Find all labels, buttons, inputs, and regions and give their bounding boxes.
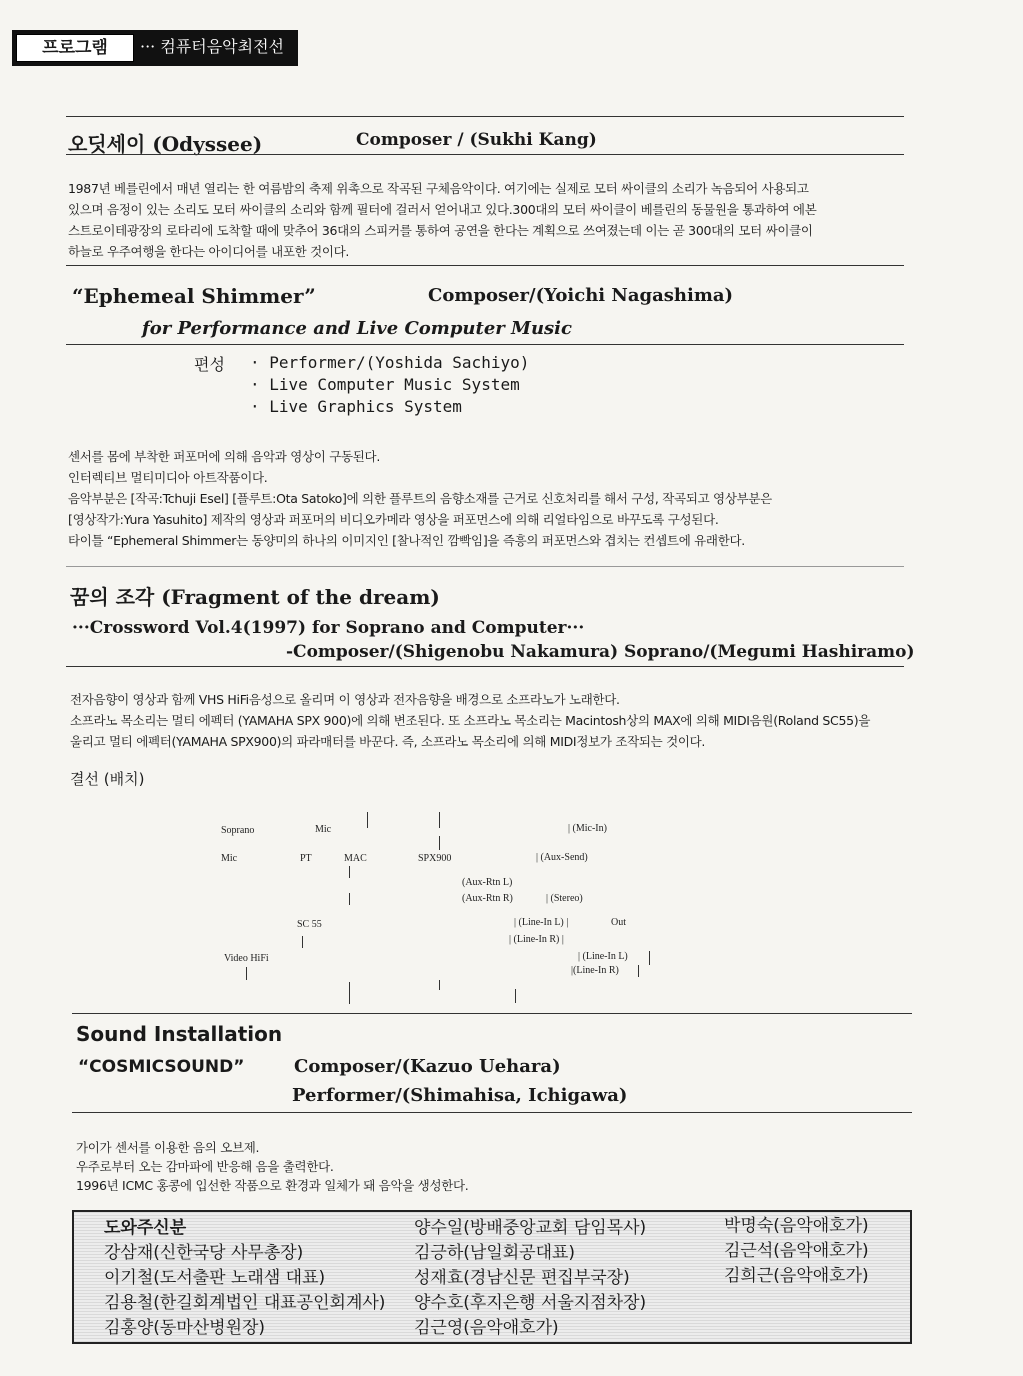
sponsors-column-1: [104, 1216, 385, 1341]
instrument-item: · Live Graphics System: [250, 397, 462, 416]
text-line: 하늘로 우주여행을 한다는 아이디어를 내포한 것이다.: [68, 244, 350, 259]
instrument-item: · Live Computer Music System: [250, 375, 520, 394]
instrument-list: [250, 352, 529, 418]
diagram-label-mac: MAC: [344, 853, 367, 864]
wiring-label: 결선 (배치): [70, 770, 145, 788]
sponsor-item: 김근석(음악애호가): [724, 1241, 869, 1261]
sound-heading: Sound Installation: [76, 1022, 283, 1046]
ephemeal-description: [68, 446, 908, 551]
diagram-label-pt: PT: [300, 853, 312, 864]
header-tag: 프로그램: [16, 34, 134, 62]
connector-line: [439, 980, 440, 990]
sponsor-item: 강삼재(신한국당 사무총장): [104, 1243, 304, 1263]
divider: [66, 154, 904, 155]
divider: [66, 344, 904, 345]
text-line: 전자음향이 영상과 함께 VHS HiFi음성으로 올리며 이 영상과 전자음향을 배경으로 소프라노가 노래한다.: [70, 692, 620, 707]
sponsor-item: 김홍양(동마산병원장): [104, 1318, 266, 1338]
diagram-label-video-hifi: Video HiFi: [224, 953, 269, 964]
divider: [72, 1112, 912, 1113]
sponsor-item: 김근영(음악애호가): [414, 1318, 559, 1338]
diagram-label-aux-rtn-l: (Aux-Rtn L): [462, 877, 513, 888]
connector-line: [246, 967, 247, 980]
instrument-item: · Performer/(Yoshida Sachiyo): [250, 353, 530, 372]
sponsor-item: 성재효(경남신문 편집부국장): [414, 1268, 630, 1288]
text-line: 인터렉티브 멀티미디아 아트작품이다.: [68, 470, 268, 485]
text-line: 센서를 몸에 부착한 퍼포머에 의해 음악과 영상이 구동된다.: [68, 449, 380, 464]
sponsor-item: 김긍하(남일회공대표): [414, 1243, 576, 1263]
diagram-label-out: Out: [611, 917, 626, 928]
sponsors-column-3: [724, 1214, 869, 1289]
sponsors-column-2: [414, 1216, 646, 1341]
diagram-label-soprano: Soprano: [221, 825, 255, 836]
text-line: 1987년 베를린에서 매년 열리는 한 여름밤의 축제 위촉으로 작곡된 구체음악이다. 여기에는 실제로 모터 싸이클의 소리가 녹음되어 사용되고: [68, 181, 809, 196]
diagram-label-line-in-r: | (Line-In R) |: [509, 934, 564, 945]
header-subtitle: ··· 컴퓨터음악최전선: [140, 37, 284, 56]
diagram-label-mic-in: | (Mic-In): [568, 823, 607, 834]
divider: [66, 666, 904, 667]
text-line: 음악부분은 [작곡:Tchuji Esel] [플루트:Ota Satoko]에 의한 플루트의 음향소재를 근거로 신호처리를 해서 구성, 작곡되고 영상부분은: [68, 491, 772, 506]
connector-line: [302, 936, 303, 948]
sponsor-item: 양수일(방배중앙교회 담임목사): [414, 1218, 647, 1238]
diagram-label-sc55: SC 55: [297, 919, 322, 930]
sound-performer: Performer/(Shimahisa, Ichigawa): [292, 1085, 628, 1106]
sponsor-item: 김희근(음악애호가): [724, 1266, 869, 1286]
text-line: 가이가 센서를 이용한 음의 오브제.: [76, 1140, 260, 1155]
ephemeal-composer: Composer/(Yoichi Nagashima): [428, 285, 734, 306]
connector-line: [649, 951, 650, 965]
diagram-label-spx900: SPX900: [418, 853, 452, 864]
sponsors-heading: 도와주신분: [104, 1218, 187, 1238]
fragment-credits: -Composer/(Shigenobu Nakamura) Soprano/(Megumi Hashiramo): [286, 642, 915, 662]
sound-composer: Composer/(Kazuo Uehara): [294, 1056, 561, 1077]
text-line: [영상작가:Yura Yasuhito] 제작의 영상과 퍼포머의 비디오카메라 영상을 퍼포먼스에 의해 리얼타임으로 바꾸도록 구성된다.: [68, 512, 719, 527]
fragment-subtitle: ···Crossword Vol.4(1997) for Soprano and Computer···: [72, 618, 585, 638]
diagram-label-line-in-l2: | (Line-In L): [578, 951, 628, 962]
odyssee-description: [68, 178, 908, 262]
divider: [66, 116, 904, 117]
sponsors-box: [72, 1210, 912, 1344]
text-line: 우주로부터 오는 감마파에 반응해 음을 출력한다.: [76, 1159, 334, 1174]
text-line: 소프라노 목소리는 멀티 에펙터 (YAMAHA SPX 900)에 의해 변조된다. 또 소프라노 목소리는 Macintosh상의 MAX에 의해 MIDI음원(Roland SC55)을: [70, 713, 871, 728]
connector-line: [349, 866, 350, 878]
divider: [66, 566, 904, 567]
connector-line: [439, 836, 440, 850]
text-line: 있으며 음정이 있는 소리도 모터 싸이클의 소리와 함께 필터에 걸러서 얻어내고 있다.300대의 모터 싸이클이 베를린의 동물원을 통과하여 에본: [68, 202, 817, 217]
odyssee-title: 오딧세이 (Odyssee): [68, 132, 263, 156]
divider: [72, 1013, 912, 1014]
pyeonseong-label: 편성: [194, 355, 225, 374]
diagram-label-aux-send: | (Aux-Send): [536, 852, 588, 863]
text-line: 스트로이테광장의 로타리에 도착할 때에 맞추어 36대의 스피커를 통하여 공연을 한다는 계획으로 쓰여졌는데 이는 곧 300대의 모터 싸이클이: [68, 223, 813, 238]
diagram-label-stereo: | (Stereo): [546, 893, 583, 904]
diagram-label-line-in-r2: |(Line-In R): [571, 965, 619, 976]
fragment-title: 꿈의 조각 (Fragment of the dream): [70, 585, 440, 609]
ephemeal-subtitle: for Performance and Live Computer Music: [142, 318, 572, 339]
sponsor-item: 김용철(한길회계법인 대표공인회계사): [104, 1293, 386, 1313]
text-line: 1996년 ICMC 홍콩에 입선한 작품으로 환경과 일체가 돼 음악을 생성한다.: [76, 1178, 469, 1193]
sound-description: [76, 1138, 876, 1195]
connector-line: [439, 812, 440, 828]
fragment-description: [70, 689, 910, 752]
sponsor-item: 박명숙(음악애호가): [724, 1216, 869, 1236]
sound-title: “COSMICSOUND”: [78, 1057, 245, 1077]
odyssee-composer: Composer / (Sukhi Kang): [356, 130, 597, 150]
sponsor-item: 이기철(도서출판 노래샘 대표): [104, 1268, 326, 1288]
connector-line: [349, 982, 350, 1004]
sponsor-item: 양수호(후지은행 서울지점차장): [414, 1293, 647, 1313]
connector-line: [638, 965, 639, 977]
diagram-label-line-in-l: | (Line-In L) |: [514, 917, 569, 928]
connector-line: [515, 989, 516, 1003]
diagram-label-mic2: Mic: [221, 853, 238, 864]
diagram-label-mic: Mic: [315, 824, 332, 835]
divider: [66, 265, 904, 266]
diagram-label-aux-rtn-r: (Aux-Rtn R): [462, 893, 513, 904]
ephemeal-title: “Ephemeal Shimmer”: [72, 284, 316, 308]
text-line: 울리고 멀티 에펙터(YAMAHA SPX900)의 파라매터를 바꾼다. 즉, 소프라노 목소리에 의해 MIDI정보가 조작되는 것이다.: [70, 734, 706, 749]
connector-line: [349, 893, 350, 905]
connector-line: [367, 812, 368, 828]
text-line: 타이틀 “Ephemeral Shimmer는 동양미의 하나의 이미지인 [찰나적인 깜빡임]을 즉흥의 퍼포먼스와 겹치는 컨셉트에 유래한다.: [68, 533, 745, 548]
